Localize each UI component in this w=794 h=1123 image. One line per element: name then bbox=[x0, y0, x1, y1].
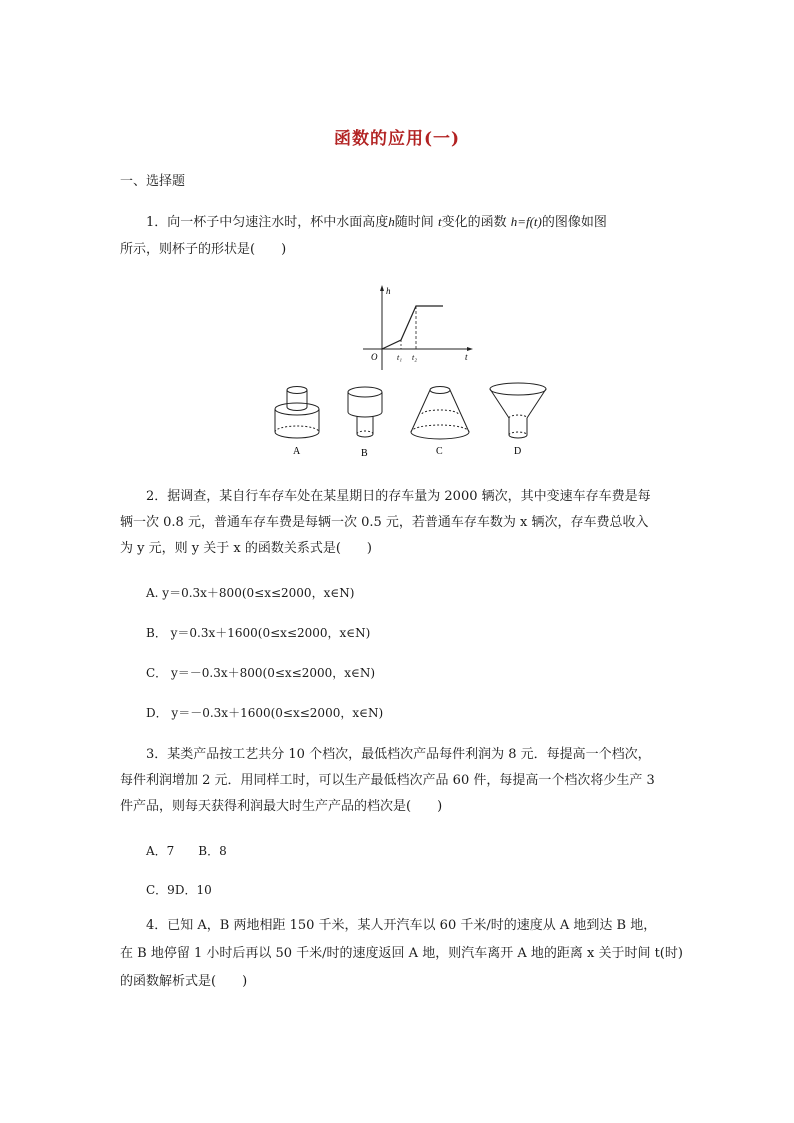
cup-a bbox=[275, 387, 319, 439]
q2-option-c: C． y＝－0.3x＋800(0≤x≤2000，x∈N) bbox=[146, 666, 376, 680]
q3-text-line3: 件产品，则每天获得利润最大时生产产品的档次是( ) bbox=[120, 799, 443, 814]
page-title: 函数的应用(一) bbox=[333, 129, 461, 149]
cup-c-label: C bbox=[436, 446, 443, 457]
q2-text-line3: 为 y 元，则 y 关于 x 的函数关系式是( ) bbox=[120, 541, 372, 556]
graph-function-curve bbox=[382, 306, 443, 349]
q3-text-line2: 每件利润增加 2 元．用同样工时，可以生产最低档次产品 60 件，每提高一个档次将少生产 3 bbox=[120, 773, 655, 788]
cup-b bbox=[348, 387, 382, 437]
graph-label-t: t bbox=[465, 352, 468, 362]
q2-option-a: A. y＝0.3x＋800(0≤x≤2000，x∈N) bbox=[146, 586, 355, 600]
section-heading: 一、选择题 bbox=[120, 174, 186, 189]
q3-options-row1: A．7 B．8 bbox=[146, 844, 227, 858]
q1-text-line1: 1．向一杯子中匀速注水时，杯中水面高度h随时间 t变化的函数 h=f(t)的图像如图 bbox=[146, 214, 607, 230]
q3-options-row2: C．9D．10 bbox=[146, 883, 212, 897]
cup-c bbox=[411, 387, 469, 440]
q2-text-line2: 辆一次 0.8 元，普通车存车费是每辆一次 0.5 元，若普通车存车数为 x 辆次，存车费总收入 bbox=[120, 515, 649, 530]
q2-option-b: B． y＝0.3x＋1600(0≤x≤2000，x∈N) bbox=[146, 626, 371, 640]
q2-option-d: D． y＝－0.3x＋1600(0≤x≤2000，x∈N) bbox=[146, 706, 384, 720]
q4-text-line1: 4．已知 A，B 两地相距 150 千米，某人开汽车以 60 千米/时的速度从 A 地到达 B 地， bbox=[146, 918, 657, 933]
q1-cups-figure bbox=[265, 380, 555, 462]
q1-text-line2: 所示，则杯子的形状是( ) bbox=[120, 242, 287, 257]
q2-text-line1: 2．据调查，某自行车存车处在某星期日的存车量为 2000 辆次，其中变速车存车费是每 bbox=[146, 489, 651, 504]
graph-label-t2: t₂ bbox=[412, 353, 418, 362]
cup-d-label: D bbox=[514, 446, 522, 457]
graph-label-origin: O bbox=[371, 352, 378, 362]
cup-b-label: B bbox=[361, 448, 368, 459]
q1-graph-figure bbox=[355, 282, 480, 377]
cup-d bbox=[490, 383, 546, 438]
cup-a-label: A bbox=[293, 446, 301, 457]
graph-label-h: h bbox=[386, 286, 391, 296]
q3-text-line1: 3．某类产品按工艺共分 10 个档次，最低档次产品每件利润为 8 元．每提高一个档次， bbox=[146, 747, 651, 762]
q4-text-line2: 在 B 地停留 1 小时后再以 50 千米/时的速度返回 A 地，则汽车离开 A 地的距离 x 关于时间 t(时) bbox=[120, 946, 683, 961]
graph-x-arrow bbox=[467, 347, 473, 351]
graph-y-arrow bbox=[380, 285, 384, 291]
graph-label-t1: t₁ bbox=[397, 353, 403, 362]
q4-text-line3: 的函数解析式是( ) bbox=[120, 974, 248, 989]
